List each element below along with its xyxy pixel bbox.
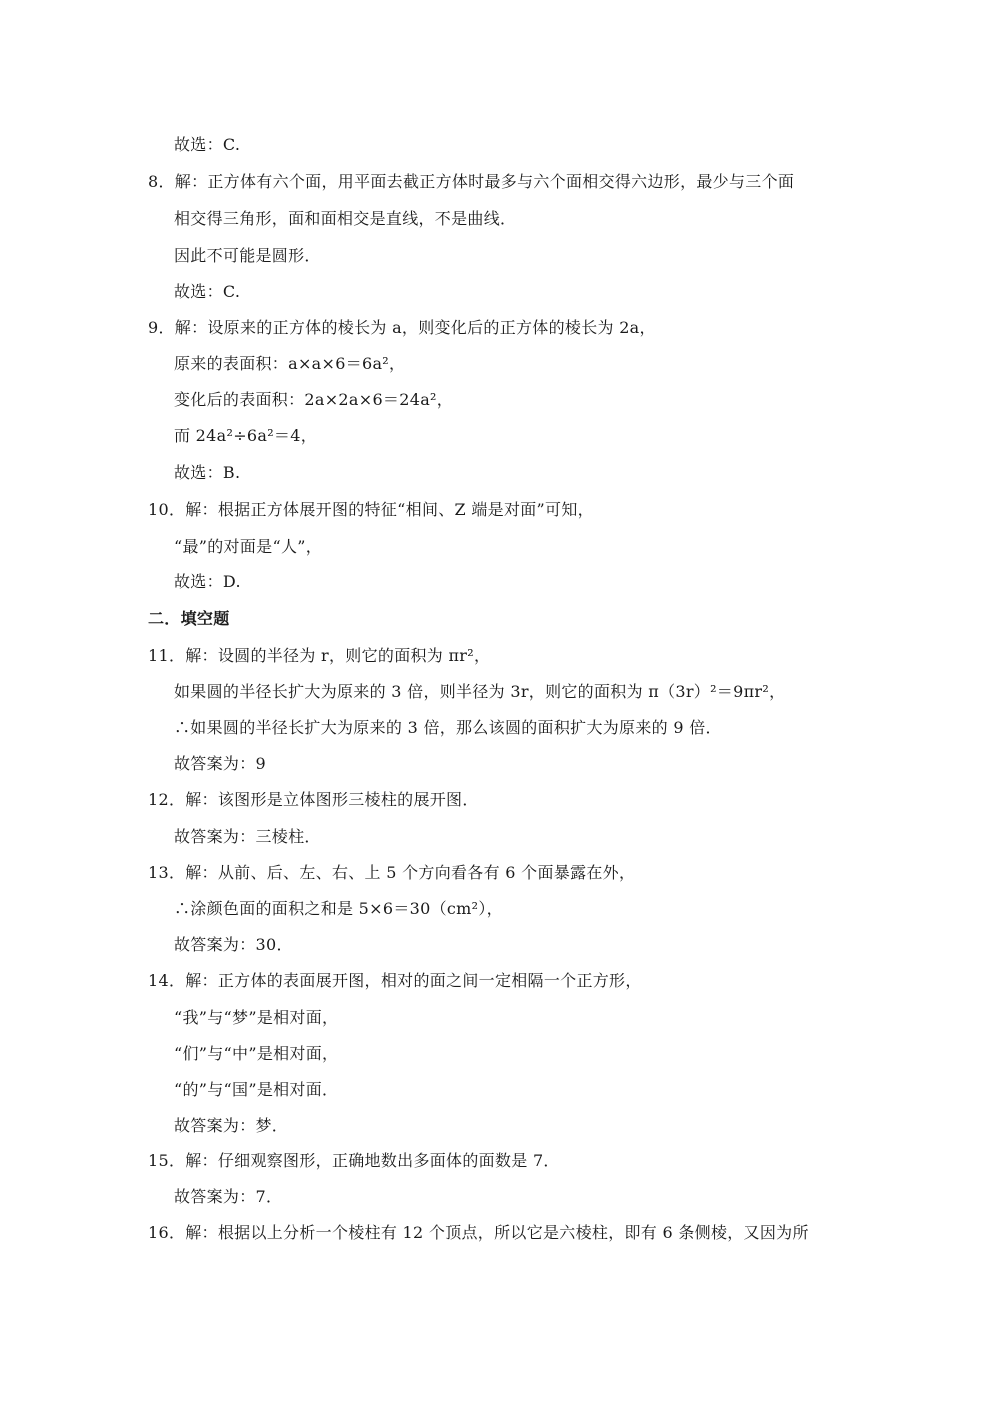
answer-line: 故选：D. [174,572,241,591]
solution-9-line-1: 9．解：设原来的正方体的棱长为 a，则变化后的正方体的棱长为 2a， [148,318,656,337]
solution-14-line-2: “我”与“梦”是相对面， [174,1008,339,1027]
answer-line: 故答案为：9 [174,754,266,773]
section-heading: 二．填空题 [148,609,230,628]
solution-8-line-1: 8．解：正方体有六个面，用平面去截正方体时最多与六个面相交得六边形，最少与三个面 [148,172,795,191]
solution-9-line-2: 原来的表面积：a×a×6＝6a²， [174,354,406,373]
solution-10-line-2: “最”的对面是“人”， [174,537,323,556]
solution-16-line-1: 16．解：根据以上分析一个棱柱有 12 个顶点，所以它是六棱柱，即有 6 条侧棱，又因为所 [148,1223,809,1242]
solution-11-line-3: ∴如果圆的半径长扩大为原来的 3 倍，那么该圆的面积扩大为原来的 9 倍． [174,718,722,737]
solution-8-line-3: 因此不可能是圆形． [174,246,321,265]
solution-8-line-2: 相交得三角形，面和面相交是直线，不是曲线． [174,209,517,228]
answer-line: 故答案为：7． [174,1187,283,1206]
answer-line: 故答案为：梦． [174,1116,289,1135]
solution-12-line-1: 12．解：该图形是立体图形三棱柱的展开图． [148,790,479,809]
solution-14-line-3: “们”与“中”是相对面， [174,1044,339,1063]
solution-11-line-2: 如果圆的半径长扩大为原来的 3 倍，则半径为 3r，则它的面积为 π（3r）²＝9πr²， [174,682,786,701]
solution-15-line-1: 15．解：仔细观察图形，正确地数出多面体的面数是 7． [148,1151,560,1170]
solution-10-line-1: 10．解：根据正方体展开图的特征“相间、Z 端是对面”可知， [148,500,594,519]
answer-line: 故选：B. [174,463,241,482]
solution-14-line-1: 14．解：正方体的表面展开图，相对的面之间一定相隔一个正方形， [148,971,642,990]
solution-14-line-4: “的”与“国”是相对面． [174,1080,339,1099]
solution-9-line-4: 而 24a²÷6a²＝4， [174,426,318,445]
solution-13-line-1: 13．解：从前、后、左、右、上 5 个方向看各有 6 个面暴露在外， [148,863,636,882]
answer-line: 故选：C. [174,135,241,154]
answer-line: 故答案为：三棱柱． [174,827,321,846]
solution-13-line-2: ∴涂颜色面的面积之和是 5×6＝30（cm²）， [174,899,503,918]
solution-9-line-3: 变化后的表面积：2a×2a×6＝24a²， [174,390,454,409]
answer-line: 故答案为：30． [174,935,293,954]
answer-line: 故选：C. [174,282,241,301]
solution-11-line-1: 11．解：设圆的半径为 r，则它的面积为 πr²， [148,646,491,665]
